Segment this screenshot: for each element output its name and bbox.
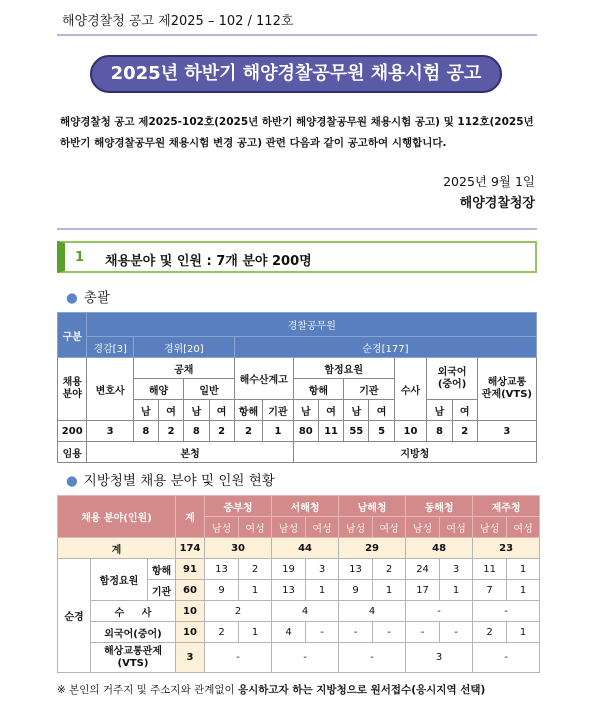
- count-cell: 4: [339, 601, 406, 622]
- group-label: 순경: [58, 559, 91, 673]
- count-cell: -: [373, 622, 406, 643]
- intro-paragraph: 해양경찰청 공고 제2025-102호(2025년 하반기 해양경찰공무원 채용시험 공고) 및 112호(2025년 하반기 해양경찰공무원 채용시험 변경 공고) 관련 다음과 같이 공고하여 시행합니다.: [60, 116, 534, 149]
- header-field: 채용 분야(인원): [58, 496, 176, 538]
- total-count: 200: [58, 421, 87, 442]
- header-female: 여: [159, 400, 184, 421]
- count-cell: 19: [272, 559, 306, 580]
- header-engine: 기관: [344, 379, 395, 400]
- row-total: 10: [176, 622, 205, 643]
- header-male: 남: [293, 400, 318, 421]
- count-cell: 2: [473, 622, 507, 643]
- row-total: 3: [176, 643, 205, 673]
- count-cell: 1: [306, 580, 339, 601]
- header-navigation: 항해: [234, 400, 262, 421]
- count-cell: -: [306, 622, 339, 643]
- count-cell: 1: [373, 580, 406, 601]
- regional-heading: ● 지방청별 채용 분야 및 인원 현황: [66, 473, 275, 489]
- divider: [57, 34, 537, 36]
- count-cell: 8: [427, 421, 452, 442]
- count-cell: 9: [205, 580, 239, 601]
- count-cell: 2: [234, 421, 262, 442]
- footnote-emphasis: 응시하고자 하는 지방청으로 원서접수(응시지역 선택): [237, 684, 486, 696]
- count-cell: 2: [239, 559, 272, 580]
- header-fisheries-hs: 해수산계고: [234, 358, 293, 400]
- count-cell: 3: [87, 421, 133, 442]
- header-region: 동해청: [406, 496, 473, 517]
- count-cell: 1: [239, 622, 272, 643]
- header-police: 경찰공무원: [87, 313, 537, 337]
- sum-region: 44: [272, 538, 339, 559]
- header-male: 남: [133, 400, 158, 421]
- notice-id: 해양경찰청 공고 제2025 – 102 / 112호: [62, 14, 294, 29]
- header-crew: 함정요원: [293, 358, 394, 379]
- header-inspector: 경감[3]: [87, 337, 133, 358]
- count-cell: 3: [406, 643, 473, 673]
- overview-table: [57, 312, 537, 463]
- header-lieutenant: 경위[20]: [133, 337, 234, 358]
- header-open: 공채: [133, 358, 234, 379]
- header-division: 구분: [58, 313, 87, 358]
- sum-label: 계: [58, 538, 176, 559]
- count-cell: 9: [339, 580, 373, 601]
- count-cell: 4: [272, 622, 306, 643]
- count-cell: 3: [306, 559, 339, 580]
- header-region: 제주청: [473, 496, 540, 517]
- count-cell: -: [473, 643, 540, 673]
- footnote: ※ 본인의 거주지 및 주소지와 관계없이 응시하고자 하는 지방청으로 원서접수(응시지역 선택): [57, 684, 486, 696]
- header-male: 남: [427, 400, 452, 421]
- count-cell: 2: [159, 421, 184, 442]
- row-label: 기관: [148, 580, 176, 601]
- header-appointment: 임용: [58, 442, 87, 463]
- header-investigation: 수사: [394, 358, 427, 421]
- count-cell: 1: [239, 580, 272, 601]
- count-cell: 2: [452, 421, 477, 442]
- count-cell: 1: [440, 580, 473, 601]
- header-region: 서해청: [272, 496, 339, 517]
- sum-region: 30: [205, 538, 272, 559]
- count-cell: 2: [373, 559, 406, 580]
- header-foreign: 외국어 (중어): [427, 358, 478, 400]
- count-cell: 13: [272, 580, 306, 601]
- header-field: 채용 분야: [58, 358, 87, 421]
- header-officer: 순경[177]: [234, 337, 536, 358]
- header-vts: 해상교통 관제(VTS): [477, 358, 536, 421]
- count-cell: 3: [440, 559, 473, 580]
- bullet-icon: ●: [66, 290, 78, 306]
- row-label: 외국어(중어): [91, 622, 176, 643]
- count-cell: -: [440, 622, 473, 643]
- header-female: 여: [209, 400, 234, 421]
- regional-table: [57, 495, 540, 673]
- count-cell: 13: [205, 559, 239, 580]
- count-cell: 7: [473, 580, 507, 601]
- header-female: 여: [369, 400, 394, 421]
- appoint-region: 지방청: [293, 442, 536, 463]
- row-total: 60: [176, 580, 205, 601]
- count-cell: 8: [184, 421, 209, 442]
- header-female: 여성: [239, 517, 272, 538]
- section-number: 1: [75, 250, 85, 265]
- count-cell: 1: [507, 559, 540, 580]
- sum-total: 174: [176, 538, 205, 559]
- appoint-hq: 본청: [87, 442, 293, 463]
- header-male: 남성: [406, 517, 440, 538]
- count-cell: -: [339, 622, 373, 643]
- count-cell: 3: [477, 421, 536, 442]
- bullet-icon: ●: [66, 473, 78, 489]
- count-cell: 13: [339, 559, 373, 580]
- count-cell: -: [205, 643, 272, 673]
- count-cell: 2: [205, 601, 272, 622]
- count-cell: 10: [394, 421, 427, 442]
- issuer: 해양경찰청장: [459, 196, 535, 211]
- count-cell: 1: [507, 580, 540, 601]
- notice-date: 2025년 9월 1일: [443, 174, 535, 189]
- header-female: 여: [452, 400, 477, 421]
- header-female: 여성: [507, 517, 540, 538]
- header-female: 여성: [373, 517, 406, 538]
- header-female: 여: [318, 400, 343, 421]
- divider: [57, 228, 537, 230]
- row-label: 해상교통관제 (VTS): [91, 643, 176, 673]
- sum-region: 29: [339, 538, 406, 559]
- header-male: 남: [184, 400, 209, 421]
- row-total: 91: [176, 559, 205, 580]
- header-general: 일반: [184, 379, 235, 400]
- count-cell: 5: [369, 421, 394, 442]
- header-engine: 기관: [263, 400, 294, 421]
- header-marine: 해양: [133, 379, 184, 400]
- row-total: 10: [176, 601, 205, 622]
- header-total: 계: [176, 496, 205, 538]
- page-title: 2025년 하반기 해양경찰공무원 채용시험 공고: [90, 55, 502, 93]
- count-cell: -: [406, 601, 473, 622]
- count-cell: 2: [205, 622, 239, 643]
- count-cell: 8: [133, 421, 158, 442]
- header-male: 남성: [339, 517, 373, 538]
- section-title: 채용분야 및 인원 : 7개 분야 200명: [105, 254, 312, 269]
- sum-region: 23: [473, 538, 540, 559]
- count-cell: -: [339, 643, 406, 673]
- header-navigation: 항해: [293, 379, 344, 400]
- count-cell: 55: [344, 421, 369, 442]
- count-cell: 1: [263, 421, 294, 442]
- row-label: 수 사: [91, 601, 176, 622]
- header-male: 남성: [473, 517, 507, 538]
- sum-region: 48: [406, 538, 473, 559]
- header-male: 남성: [272, 517, 306, 538]
- header-female: 여성: [440, 517, 473, 538]
- header-male: 남: [344, 400, 369, 421]
- row-label: 항해: [148, 559, 176, 580]
- count-cell: 4: [272, 601, 339, 622]
- header-region: 중부청: [205, 496, 272, 517]
- section-heading-1: [57, 241, 537, 273]
- count-cell: 11: [318, 421, 343, 442]
- overview-heading: ● 총괄: [66, 290, 110, 306]
- header-lawyer: 변호사: [87, 358, 133, 421]
- count-cell: 80: [293, 421, 318, 442]
- header-male: 남성: [205, 517, 239, 538]
- count-cell: 1: [507, 622, 540, 643]
- count-cell: 24: [406, 559, 440, 580]
- header-female: 여성: [306, 517, 339, 538]
- count-cell: -: [473, 601, 540, 622]
- crew-label: 함정요원: [91, 559, 148, 601]
- count-cell: -: [272, 643, 339, 673]
- count-cell: -: [406, 622, 440, 643]
- count-cell: 2: [209, 421, 234, 442]
- count-cell: 17: [406, 580, 440, 601]
- count-cell: 11: [473, 559, 507, 580]
- header-region: 남해청: [339, 496, 406, 517]
